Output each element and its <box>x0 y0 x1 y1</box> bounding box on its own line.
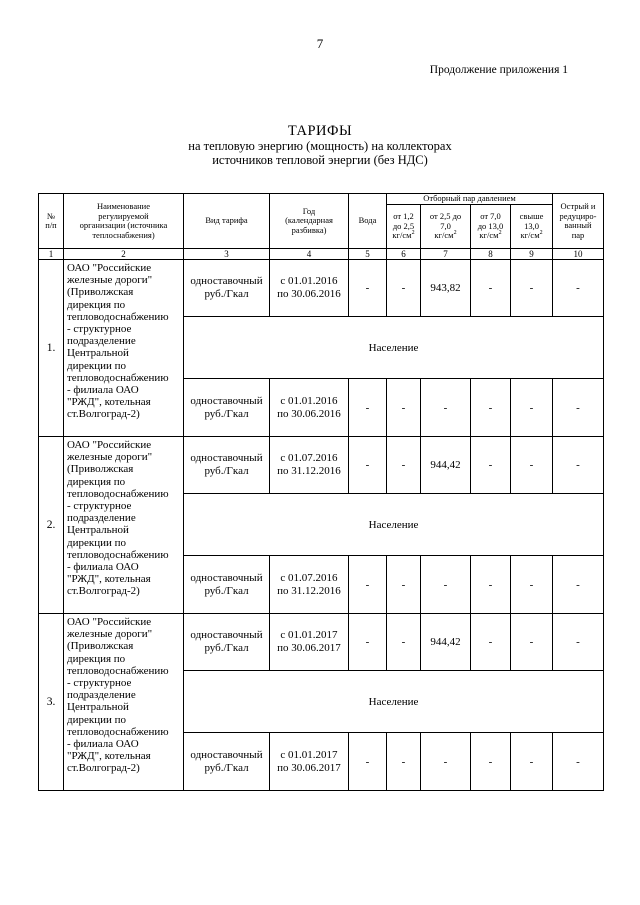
steam-7-13-cell: - <box>471 733 511 791</box>
column-number: 3 <box>184 249 270 260</box>
column-number: 8 <box>471 249 511 260</box>
column-number: 10 <box>553 249 604 260</box>
steam-1-2-5-cell: - <box>387 260 421 317</box>
column-number: 2 <box>64 249 184 260</box>
document-title: ТАРИФЫ <box>287 123 353 139</box>
title-block <box>0 123 640 167</box>
organization-name: ОАО "Российские железные дороги" (Приволжская дирекция по тепловодоснабжению - структурное подразделение Центральной дирекции по тепловодоснабжению - филиала ОАО "РЖД", котельная ст.Волгоград-2) <box>64 260 184 437</box>
header-year: Год (календарная разбивка) <box>270 194 349 249</box>
period-cell: с 01.01.2017 по 30.06.2017 <box>270 614 349 671</box>
header-pressure-above-13: свыше 13,0 $кг/см^2$ <box>511 205 553 249</box>
steam-7-13-cell: - <box>471 379 511 437</box>
steam-1-2-5-cell: - <box>387 614 421 671</box>
tariff-type-cell: одноставочный руб./Гкал <box>184 733 270 791</box>
sharp-steam-cell: - <box>553 556 604 614</box>
water-cell: - <box>349 379 387 437</box>
header-organization: Наименование регулируемой организации (источника теплоснабжения) <box>64 194 184 249</box>
steam-1-2-5-cell: - <box>387 556 421 614</box>
steam-above-13-cell: - <box>511 379 553 437</box>
header-steam-group: Отборный пар давлением <box>387 194 553 205</box>
header-row-number: № п/п <box>39 194 64 249</box>
steam-above-13-cell: - <box>511 260 553 317</box>
tariff-type-cell: одноставочный руб./Гкал <box>184 614 270 671</box>
appendix-continuation-note: Продолжение приложения 1 <box>429 64 568 76</box>
water-cell: - <box>349 556 387 614</box>
organization-name: ОАО "Российские железные дороги" (Приволжская дирекция по тепловодоснабжению - структурное подразделение Центральной дирекции по тепловодоснабжению - филиала ОАО "РЖД", котельная ст.Волгоград-2) <box>64 614 184 791</box>
water-cell: - <box>349 614 387 671</box>
period-cell: с 01.07.2016 по 31.12.2016 <box>270 556 349 614</box>
document-subtitle-line-1: на тепловую энергию (мощность) на коллекторах <box>188 139 452 153</box>
period-cell: с 01.07.2016 по 31.12.2016 <box>270 437 349 494</box>
steam-above-13-cell: - <box>511 733 553 791</box>
period-cell: с 01.01.2016 по 30.06.2016 <box>270 379 349 437</box>
table-row <box>39 437 604 494</box>
row-number: 1. <box>39 260 64 437</box>
population-label: Население <box>184 671 604 733</box>
column-number: 7 <box>421 249 471 260</box>
column-number: 4 <box>270 249 349 260</box>
steam-1-2-5-cell: - <box>387 379 421 437</box>
steam-2-5-7-cell: 944,42 <box>421 614 471 671</box>
steam-7-13-cell: - <box>471 614 511 671</box>
tariffs-table <box>38 193 604 791</box>
population-label: Население <box>184 317 604 379</box>
header-pressure-2-5-7: от 2,5 до 7,0 $кг/см^2$ <box>421 205 471 249</box>
steam-7-13-cell: - <box>471 556 511 614</box>
tariff-type-cell: одноставочный руб./Гкал <box>184 379 270 437</box>
table-row <box>39 260 604 317</box>
organization-name: ОАО "Российские железные дороги" (Приволжская дирекция по тепловодоснабжению - структурное подразделение Центральной дирекции по тепловодоснабжению - филиала ОАО "РЖД", котельная ст.Волгоград-2) <box>64 437 184 614</box>
column-number: 6 <box>387 249 421 260</box>
header-water: Вода <box>349 194 387 249</box>
period-cell: с 01.01.2016 по 30.06.2016 <box>270 260 349 317</box>
steam-2-5-7-cell: 943,82 <box>421 260 471 317</box>
sharp-steam-cell: - <box>553 379 604 437</box>
steam-7-13-cell: - <box>471 260 511 317</box>
steam-1-2-5-cell: - <box>387 733 421 791</box>
period-cell: с 01.01.2017 по 30.06.2017 <box>270 733 349 791</box>
header-pressure-7-13: от 7,0 до 13,0 $кг/см^2$ <box>471 205 511 249</box>
row-number: 3. <box>39 614 64 791</box>
population-label: Население <box>184 494 604 556</box>
steam-above-13-cell: - <box>511 614 553 671</box>
sharp-steam-cell: - <box>553 733 604 791</box>
steam-1-2-5-cell: - <box>387 437 421 494</box>
steam-above-13-cell: - <box>511 556 553 614</box>
tariff-type-cell: одноставочный руб./Гкал <box>184 260 270 317</box>
sharp-steam-cell: - <box>553 614 604 671</box>
water-cell: - <box>349 437 387 494</box>
water-cell: - <box>349 260 387 317</box>
water-cell: - <box>349 733 387 791</box>
header-pressure-1-2-5: от 1,2 до 2,5 $кг/см^2$ <box>387 205 421 249</box>
page-number: 7 <box>316 36 324 51</box>
column-number: 5 <box>349 249 387 260</box>
document-subtitle-line-2: источников тепловой энергии (без НДС) <box>212 153 428 167</box>
column-number: 1 <box>39 249 64 260</box>
column-number: 9 <box>511 249 553 260</box>
header-sharp-steam: Острый и редуциро- ванный пар <box>553 194 604 249</box>
sharp-steam-cell: - <box>553 437 604 494</box>
column-number-row <box>39 249 604 260</box>
steam-2-5-7-cell: - <box>421 556 471 614</box>
steam-2-5-7-cell: 944,42 <box>421 437 471 494</box>
steam-7-13-cell: - <box>471 437 511 494</box>
tariff-type-cell: одноставочный руб./Гкал <box>184 437 270 494</box>
steam-2-5-7-cell: - <box>421 379 471 437</box>
header-tariff-type: Вид тарифа <box>184 194 270 249</box>
table-row <box>39 614 604 671</box>
tariff-type-cell: одноставочный руб./Гкал <box>184 556 270 614</box>
steam-2-5-7-cell: - <box>421 733 471 791</box>
row-number: 2. <box>39 437 64 614</box>
sharp-steam-cell: - <box>553 260 604 317</box>
steam-above-13-cell: - <box>511 437 553 494</box>
